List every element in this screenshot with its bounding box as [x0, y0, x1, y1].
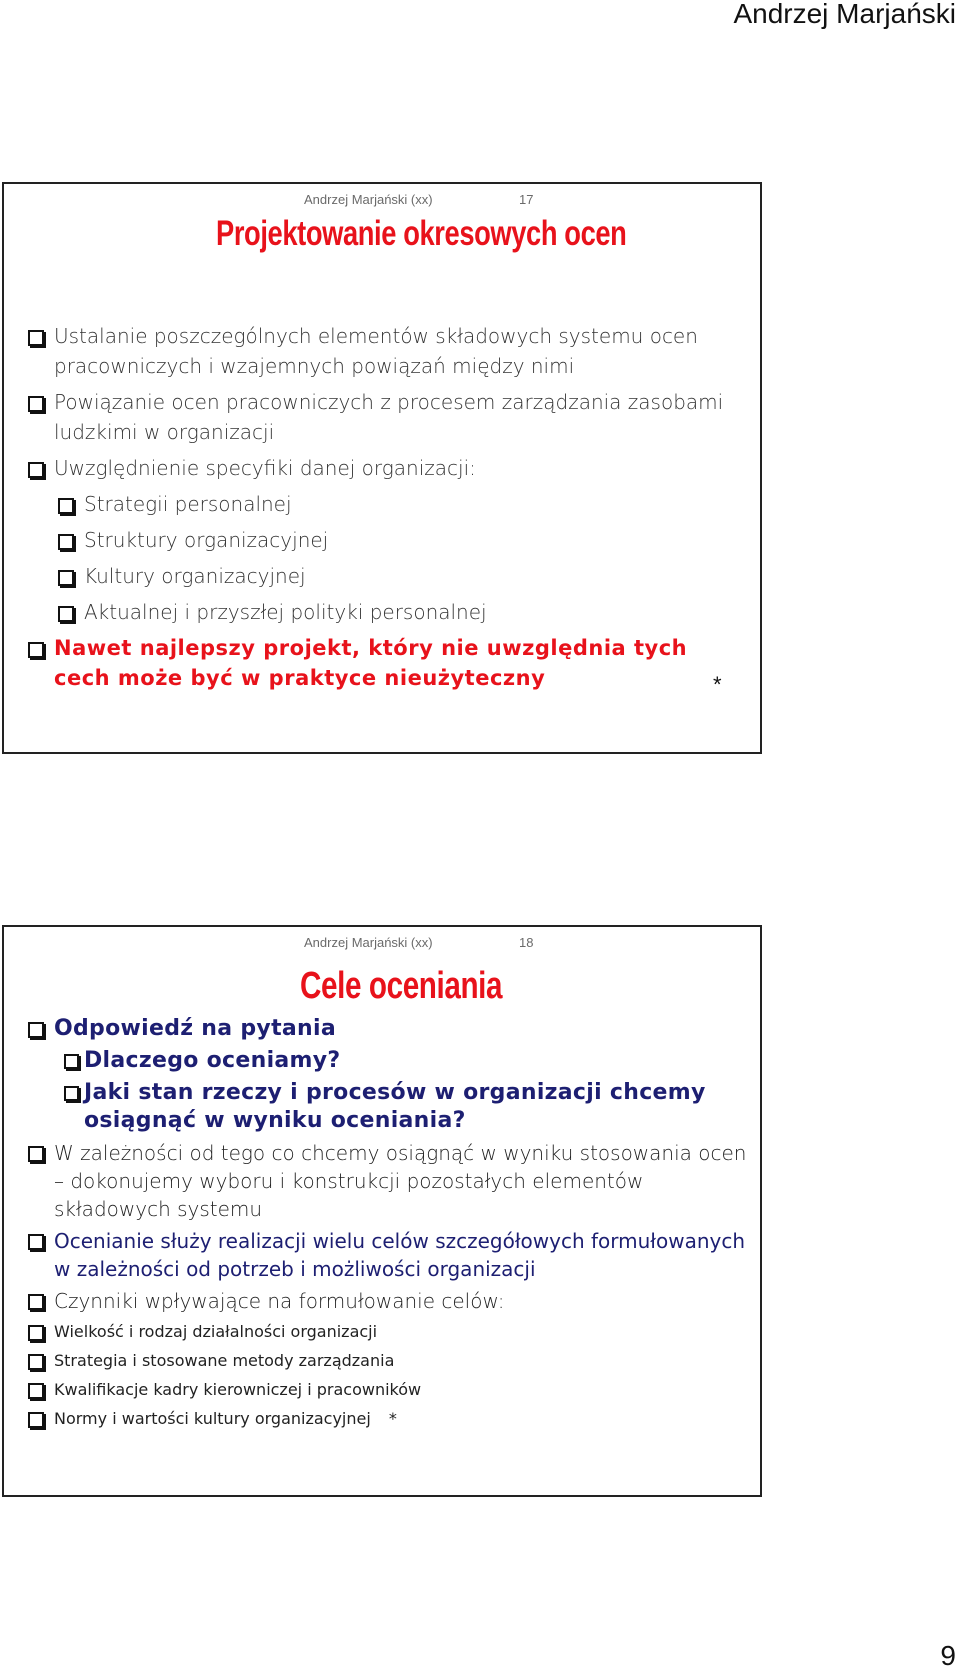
sub-bullet-text: Aktualnej i przyszłej polityki personalnej	[84, 600, 487, 624]
checkbox-bullet-icon	[28, 1412, 44, 1428]
bullet-list	[24, 1015, 750, 1435]
checkbox-bullet-icon	[28, 642, 44, 658]
sub-bullet-item	[24, 489, 750, 519]
slide-17	[2, 182, 762, 754]
checkbox-bullet-icon	[28, 1294, 44, 1310]
bullet-item	[24, 1287, 750, 1315]
factor-text: Wielkość i rodzaj działalności organizacji	[54, 1322, 378, 1341]
slide-meta-author: Andrzej Marjański (xx)	[304, 935, 433, 950]
slide-asterisk: *	[388, 1409, 397, 1428]
checkbox-bullet-icon	[58, 498, 74, 514]
checkbox-bullet-icon	[28, 330, 44, 346]
checkbox-bullet-icon	[28, 396, 44, 412]
sub-bullet-item	[24, 525, 750, 555]
bullet-item	[24, 387, 750, 447]
sub-bullet-text: Strategii personalnej	[84, 492, 292, 516]
bullet-text: Czynniki wpływające na formułowanie celów:	[54, 1289, 505, 1313]
slide-title: Cele oceniania	[300, 965, 503, 1007]
checkbox-bullet-icon	[28, 1146, 44, 1162]
factor-text: Normy i wartości kultury organizacyjnej	[54, 1409, 371, 1428]
page-header-author: Andrzej Marjański	[733, 0, 956, 29]
bullet-text: Uwzględnienie specyfiki danej organizacji:	[54, 456, 476, 480]
sub-bullet-item	[24, 1079, 750, 1135]
checkbox-bullet-icon	[64, 1086, 79, 1101]
page-number: 9	[940, 1640, 956, 1671]
factor-item	[24, 1406, 750, 1432]
sub-bullet-item	[24, 597, 750, 627]
slide-meta-number: 17	[519, 192, 534, 207]
slide-meta	[304, 935, 534, 950]
checkbox-bullet-icon	[28, 1234, 44, 1250]
factor-text: Kwalifikacje kadry kierowniczej i pracowników	[54, 1380, 422, 1399]
bullet-text: Powiązanie ocen pracowniczych z procesem zarządzania zasobami ludzkimi w organizacji	[54, 390, 724, 444]
bullet-text: W zależności od tego co chcemy osiągnąć w wyniku stosowania ocen – dokonujemy wyboru i konstrukcji pozostałych elementów składowych systemu	[54, 1141, 747, 1221]
bullet-item	[24, 1015, 750, 1043]
checkbox-bullet-icon	[28, 462, 44, 478]
bullet-list	[24, 321, 750, 699]
bullet-text: Ocenianie służy realizacji wielu celów szczegółowych formułowanych w zależności od potrzeb i możliwości organizacji	[54, 1229, 746, 1281]
question-text: Jaki stan rzeczy i procesów w organizacji chcemy osiągnąć w wyniku oceniania?	[84, 1080, 706, 1133]
emphasis-text: Nawet najlepszy projekt, który nie uwzględnia tych cech może być w praktyce nieużyteczny	[54, 636, 688, 690]
factor-item	[24, 1377, 750, 1403]
slide-meta-author: Andrzej Marjański (xx)	[304, 192, 433, 207]
slide-asterisk: *	[713, 672, 722, 697]
bullet-item	[24, 1227, 750, 1283]
sub-bullet-text: Kultury organizacyjnej	[84, 564, 306, 588]
checkbox-bullet-icon	[28, 1354, 44, 1370]
checkbox-bullet-icon	[64, 1054, 79, 1069]
factor-text: Strategia i stosowane metody zarządzania	[54, 1351, 395, 1370]
checkbox-bullet-icon	[28, 1325, 44, 1341]
sub-bullet-text: Struktury organizacyjnej	[84, 528, 329, 552]
emphasis-bullet-item	[24, 633, 750, 693]
slide-18	[2, 925, 762, 1497]
checkbox-bullet-icon	[28, 1022, 44, 1038]
slide-title: Projektowanie okresowych ocen	[216, 214, 627, 253]
sub-bullet-item	[24, 1047, 750, 1075]
bullet-item	[24, 1139, 750, 1223]
checkbox-bullet-icon	[28, 1383, 44, 1399]
checkbox-bullet-icon	[58, 570, 74, 586]
bullet-item	[24, 321, 750, 381]
factor-item	[24, 1319, 750, 1345]
factor-item	[24, 1348, 750, 1374]
checkbox-bullet-icon	[58, 606, 74, 622]
slide-meta-number: 18	[519, 935, 534, 950]
bullet-item	[24, 453, 750, 483]
sub-bullet-item	[24, 561, 750, 591]
question-text: Dlaczego oceniamy?	[84, 1048, 341, 1073]
bullet-text: Ustalanie poszczególnych elementów składowych systemu ocen pracowniczych i wzajemnych powiązań między nimi	[54, 324, 698, 378]
checkbox-bullet-icon	[58, 534, 74, 550]
question-heading: Odpowiedź na pytania	[54, 1016, 336, 1041]
slide-meta	[304, 192, 534, 207]
